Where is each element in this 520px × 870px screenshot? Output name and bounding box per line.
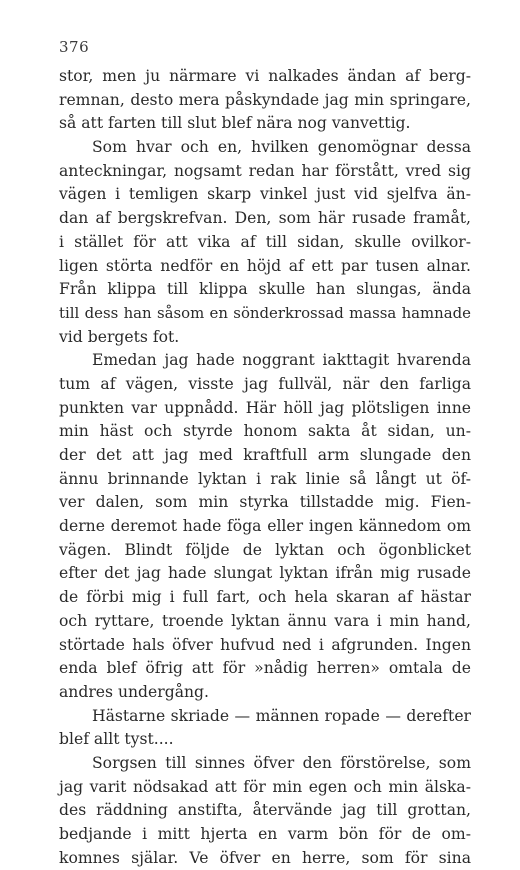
text-line: anteckningar, nogsamt redan har förstått, vred sig [59,161,471,180]
text-line: i stället för att vika af till sidan, skulle ovilkor- [59,232,471,251]
text-line: till dess han såsom en sönderkrossad massa hamnade [59,303,471,322]
text-line: efter det jag hade slungat lyktan ifrån mig rusade [59,564,471,583]
text-line: tum af vägen, visste jag fullväl, när den farliga [59,374,471,393]
text-line: dan af bergskrefvan. Den, som här rusade framåt, [59,209,471,228]
text-line: och ryttare, troende lyktan ännu vara i min hand, [59,611,471,630]
page-number: 376 [59,38,90,56]
text-line: vägen. Blindt följde de lyktan och ögonblicket [59,540,471,559]
text-line: derne deremot hade föga eller ingen kännedom om [59,517,471,536]
text-line: punkten var uppnådd. Här höll jag plötsligen inne [59,398,471,417]
text-line: störtade hals öfver hufvud ned i afgrunden. Ingen [59,635,471,654]
text-line: de förbi mig i full fart, och hela skaran af hästar [59,588,471,607]
text-line: stor, men ju närmare vi nalkades ändan af berg- [59,67,471,85]
text-line: Från klippa till klippa skulle han slungas, ända [59,280,471,299]
text-line: des räddning anstifta, återvände jag till grottan, [59,801,471,820]
text-line: remnan, desto mera påskyndade jag min springare, [59,90,471,109]
text-line: enda blef öfrig att för »nådig herren» omtala de [59,659,471,678]
body-text [59,65,471,870]
text-line: min häst och styrde honom sakta åt sidan, un- [59,422,471,441]
text-line: Emedan jag hade noggrant iakttagit hvarenda [92,351,471,370]
text-line: komnes själar. Ve öfver en herre, som för sina [59,848,471,867]
text-line: ligen störta nedför en höjd af ett par tusen alnar. [59,256,471,275]
text-line: vid bergets fot. [59,327,180,346]
text-line: ännu brinnande lyktan i rak linie så långt ut öf- [59,469,471,488]
text-line: så att farten till slut blef nära nog vanvettig. [59,114,411,133]
text-line: der det att jag med kraftfull arm slungade den [59,446,471,464]
text-line: bedjande i mitt hjerta en varm bön för de om- [59,825,471,843]
text-line: Hästarne skriade — männen ropade — derefter [92,706,471,725]
text-line: ver dalen, som min styrka tillstadde mig. Fien- [59,493,471,512]
text-line: andres undergång. [59,682,209,701]
text-line: vägen i temligen skarp vinkel just vid sjelfva än- [59,185,471,204]
text-line: blef allt tyst.... [59,730,174,749]
text-line: Sorgsen till sinnes öfver den förstörelse, som [92,753,471,772]
text-line: Som hvar och en, hvilken genomögnar dessa [92,138,471,157]
text-line: jag varit nödsakad att för min egen och min älska- [59,777,471,796]
